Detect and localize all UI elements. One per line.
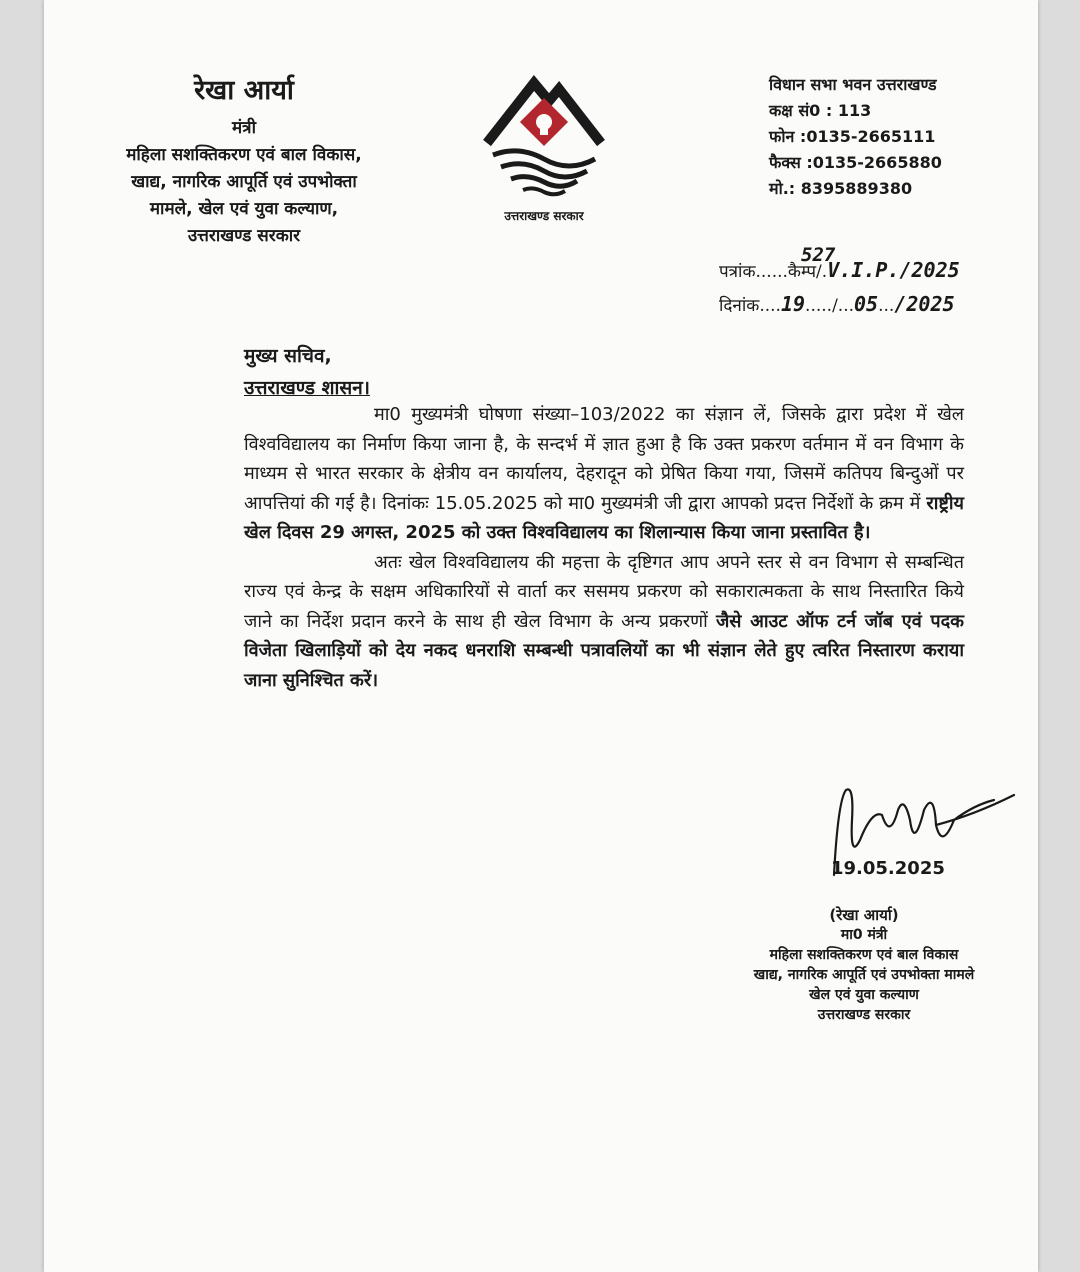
- portfolio-line: उत्तराखण्ड सरकार: [187, 226, 301, 246]
- letterhead-contact: [769, 72, 942, 202]
- signatory-line: खेल एवं युवा कल्याण: [809, 987, 919, 1003]
- patrank-row: [719, 244, 960, 292]
- signatory-line: महिला सशक्तिकरण एवं बाल विकास: [769, 947, 959, 963]
- phone-number: फोन :0135-2665111: [769, 127, 936, 146]
- patrank-number: 527: [801, 244, 836, 266]
- para2-bold: जैसे आउट ऑफ टर्न जॉब एवं पदक विजेता खिलाड़ियों को देय नकद धनराशि सम्बन्धी पत्रावलियों का भी संज्ञान लेते हुए त्वरित निस्तारण कराया जाना सुनिश्चित करें।: [244, 610, 964, 691]
- portfolio-line: मामले, खेल एवं युवा कल्याण,: [149, 199, 339, 219]
- body-paragraph-1: [244, 400, 964, 548]
- para2-text: अतः खेल विश्वविद्यालय की महत्ता के दृष्टिगत आप अपने स्तर से वन विभाग से सम्बन्धित राज्य एवं केन्द्र के सक्षम अधिकारियों से वार्ता कर ससमय प्रकरण को सकारात्मकता के साथ निस्तारित किये जाने का निर्देश प्रदान करने के साथ ही खेल विभाग के अन्य प्रकरणों: [244, 551, 964, 632]
- signatory-name: (रेखा आर्या): [829, 906, 899, 924]
- portfolio-line: महिला सशक्तिकरण एवं बाल विकास,: [126, 145, 362, 165]
- dinank-day: 19: [780, 292, 806, 316]
- signatory-designation: मा0 मंत्री: [840, 927, 888, 943]
- letterhead-left: [94, 70, 394, 250]
- addressee-line1: मुख्य सचिव,: [244, 345, 332, 367]
- mobile-number: मो.: 8395889380: [769, 179, 913, 198]
- room-number: कक्ष सं0 : 113: [769, 101, 872, 120]
- portfolio-line: खाद्य, नागरिक आपूर्ति एवं उपभोक्ता: [131, 172, 357, 192]
- addressee: [244, 340, 370, 404]
- dinank-year: /2025: [894, 292, 955, 316]
- letter-page: [44, 0, 1038, 1272]
- dinank-label: दिनांक....: [719, 296, 781, 316]
- office-address: विधान सभा भवन उत्तराखण्ड: [769, 75, 937, 94]
- minister-designation: मंत्री: [232, 118, 256, 138]
- letter-body: [244, 400, 964, 695]
- para1-text: मा0 मुख्यमंत्री घोषणा संख्या–103/2022 का संज्ञान लें, जिसके द्वारा प्रदेश में खेल विश्वविद्यालय का निर्माण किया जाना है, के सन्दर्भ में ज्ञात हुआ है कि उक्त प्रकरण वर्तमान में वन विभाग के माध्यम से भारत सरकार के क्षेत्रीय वन कार्यालय, देहरादून को प्रेषित किया गया, जिसमें कतिपय बिन्दुओं पर आपत्तियां की गई है। दिनांकः 15.05.2025 को मा0 मुख्यमंत्री जी द्वारा आपको प्रदत्त निर्देशों के क्रम में: [244, 404, 964, 514]
- body-paragraph-2: [244, 548, 964, 696]
- signatory-line: उत्तराखण्ड सरकार: [817, 1007, 911, 1023]
- emblem-logo-icon: [479, 75, 609, 201]
- uttarakhand-emblem: [464, 75, 624, 224]
- signatory-line: खाद्य, नागरिक आपूर्ति एवं उपभोक्ता मामले: [753, 967, 975, 983]
- minister-name: रेखा आर्या: [194, 75, 294, 106]
- signature-date: 19.05.2025: [831, 858, 945, 879]
- patrank-year: /2025: [899, 258, 960, 282]
- addressee-line2: उत्तराखण्ड शासन।: [244, 377, 371, 399]
- dinank-month: 05: [854, 292, 879, 316]
- emblem-label: उत्तराखण्ड सरकार: [504, 209, 584, 223]
- signature-block: [704, 905, 1024, 1025]
- para1-bold: राष्ट्रीय खेल दिवस 29 अगस्त, 2025 को उक्त विश्वविद्यालय का शिलान्यास किया जाना प्रस्तावित है।: [244, 492, 964, 543]
- reference-block: [719, 244, 960, 326]
- dinank-row: दिनांक....19...../...05.../2025: [719, 292, 955, 316]
- patrank-code: V.I.P.: [827, 258, 900, 282]
- fax-number: फैक्स :0135-2665880: [769, 153, 942, 172]
- patrank-label: पत्रांक......कैम्प/.: [719, 262, 828, 282]
